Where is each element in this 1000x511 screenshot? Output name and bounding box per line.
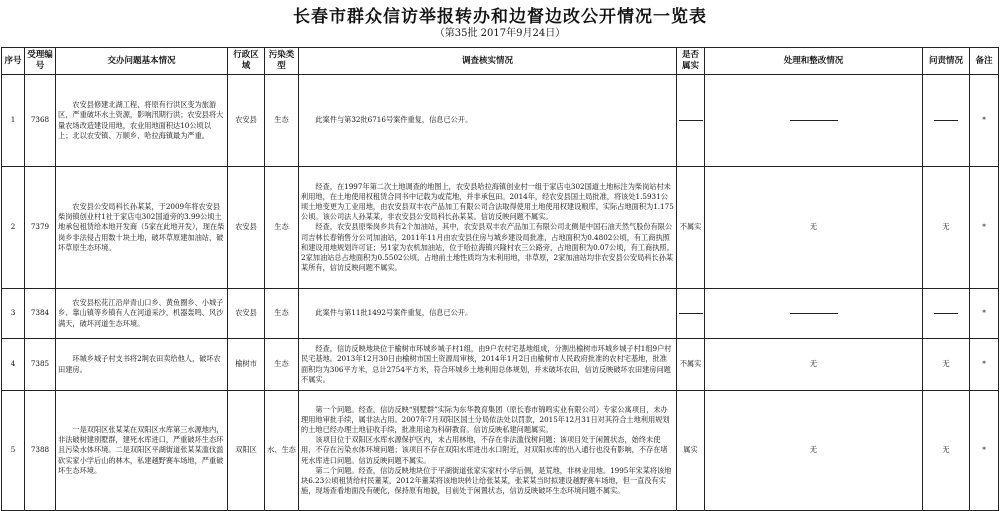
col-header-note: 备注 xyxy=(970,48,999,75)
empty-dash xyxy=(934,120,958,121)
cell-id: 7379 xyxy=(25,167,56,289)
cell-problem xyxy=(56,167,228,289)
table-row xyxy=(2,391,999,511)
cell-handling: 无 xyxy=(705,339,923,391)
problem-text: 农安县公安局科长孙某某，于2009年将农安县柴岗镇创业村1社于家店屯302国道旁的3.99公顷土地承包租赁给本地开发商（5家在此地开发），现在柴岗乡非法侵占用数十块土地，破坏草原建加油站，破坏草原生态环境。 xyxy=(58,201,225,252)
cell-note: * xyxy=(970,75,999,167)
cell-region: 榆树市 xyxy=(228,339,265,391)
empty-dash xyxy=(790,120,838,121)
page-title: 长春市群众信访举报转办和边督边改公开情况一览表 xyxy=(293,7,707,27)
cell-id: 7368 xyxy=(25,75,56,167)
cell-type: 生态 xyxy=(265,289,299,339)
cell-note: * xyxy=(970,391,999,511)
investigation-text: 第一个问题。经查，信访反映“别墅群”实际为东华教育集团（原长春市锦鸣实业有限公司）专家公寓项目，未办理用地审批手续，属非法占用。2007年7月双阳区国土分局依法处以罚款，2015年12月31日对其符合土地利用规划的土地已经办理土地征收手续，批准用途为科研教育。信访反映私建问题属实。 xyxy=(301,404,670,434)
investigation-text: 此案件与第32批6716号案件重复，信息已公开。 xyxy=(315,115,473,125)
investigation-text: 经查，信访反映地块位于榆树市环城乡城子村1组，由9户农村宅基地组成，分割出榆树市环城乡城子村1组9户村民宅基地。2013年12月30日由榆树市国土资源局审核，2014年1月2日由榆树市人民政府批准的农村宅基地，批准面积均为306平方米，总计2754平方米，符合环城乡土地利用总体规划，并未破坏农田，信访反映破坏农田建房问题不属实。 xyxy=(301,344,672,384)
cell-type: 水、生态 xyxy=(265,391,299,511)
table-row xyxy=(2,167,999,289)
page-subtitle: （第35批 2017年9月24日） xyxy=(434,28,566,39)
cell-id: 7385 xyxy=(25,339,56,391)
cell-investigation xyxy=(299,391,677,511)
empty-dash xyxy=(679,120,703,121)
investigation-text: 该项目位于双阳区水库水源保护区内，未占用林地，不存在非法滥伐树问题；该项目处于闲置状态，始终未使用，不存在污染水体环境问题；该项目不存在双阳水库进出水口附近，对双阳水库的出入通行也没有影响，不存在堵死水库进口问题。信访反映问题不属实。 xyxy=(301,435,668,465)
investigation-text: 第二个问题。经查，信访反映地块位于平湖街道张家实家村小学后侧，是荒地，非林业用地。1995年宋某将该地块6.23公顷租赁给村民董某，2012年董某将该地块转让给张某某，张某某当时拟建设越野赛车场地，但一直没有实施，现场查看地面没有硬化，保持原有地貌，目前处于闲置状态，信访反映破坏生态环境问题不属实。 xyxy=(301,465,672,496)
petition-table xyxy=(1,47,999,511)
col-header-type: 污染类型 xyxy=(265,48,299,75)
cell-seq: 3 xyxy=(2,289,25,339)
investigation-text: 此案件与第11批1492号案件重复，信息已公开。 xyxy=(315,308,473,318)
cell-handling: 无 xyxy=(705,391,923,511)
cell-id: 7384 xyxy=(25,289,56,339)
cell-accountability: 无 xyxy=(923,391,970,511)
cell-handling xyxy=(705,75,923,167)
empty-dash xyxy=(934,313,958,314)
col-header-handling: 处理和整改情况 xyxy=(705,48,923,75)
table-header-row xyxy=(2,48,999,75)
cell-type: 生态 xyxy=(265,167,299,289)
cell-problem xyxy=(56,391,228,511)
cell-verified: 不属实 xyxy=(677,167,705,289)
col-header-problem: 交办问题基本情况 xyxy=(56,48,228,75)
cell-region: 农安县 xyxy=(228,289,265,339)
problem-text: 农安县修建北湖工程，将原有行洪区变为旅游区，严重破坏水土资源，影响汛期行洪；农安县将大量农场改造建设用地，农业用地面积达10公顷以上；北以农安镇、万顺乡、哈拉海镇最为严重。 xyxy=(58,100,224,140)
cell-region: 双阳区 xyxy=(228,391,265,511)
cell-note: * xyxy=(970,167,999,289)
cell-seq: 2 xyxy=(2,167,25,289)
cell-accountability xyxy=(923,75,970,167)
col-header-verified: 是否属实 xyxy=(677,48,705,75)
investigation-text: 经查，在1997年第二次土地调查的地图上，农安县哈拉海镇创业村一组于家店屯302国道土地标注为柴岗站村未利用地，在土地使用权租赁合同书中记载为或荒地，并非承包田。2014年，经农安县国土局批准，将该处1.5931公顷土地变更为工业用地，由农安县双丰农产品加工有限公司合法取得使用土地使用权建设粮库，实际占地面积为1.175公顷。该公司法人孙某某，非农安县公安局科长孙某某。信访反映问题不属实。 xyxy=(301,181,674,222)
cell-region: 农安县 xyxy=(228,167,265,289)
empty-dash xyxy=(790,313,838,314)
cell-seq: 5 xyxy=(2,391,25,511)
cell-accountability: 无 xyxy=(923,339,970,391)
col-header-id: 受理编号 xyxy=(25,48,56,75)
col-header-seq: 序号 xyxy=(2,48,25,75)
cell-type: 生态 xyxy=(265,75,299,167)
cell-seq: 1 xyxy=(2,75,25,167)
cell-problem xyxy=(56,75,228,167)
cell-investigation xyxy=(299,339,677,391)
col-header-accountability: 问责情况 xyxy=(923,48,970,75)
table-row xyxy=(2,339,999,391)
cell-id: 7388 xyxy=(25,391,56,511)
problem-text: 环城乡城子村支书将2坰农田卖给他人，破坏农田建房。 xyxy=(58,354,221,374)
cell-handling xyxy=(705,289,923,339)
cell-investigation xyxy=(299,167,677,289)
cell-investigation xyxy=(299,75,677,167)
cell-verified: 不属实 xyxy=(677,339,705,391)
cell-verified xyxy=(677,75,705,167)
empty-dash xyxy=(679,313,703,314)
col-header-region: 行政区域 xyxy=(228,48,265,75)
cell-note: * xyxy=(970,289,999,339)
cell-problem xyxy=(56,289,228,339)
cell-accountability xyxy=(923,289,970,339)
cell-handling: 无 xyxy=(705,167,923,289)
table-row xyxy=(2,289,999,339)
cell-verified xyxy=(677,289,705,339)
cell-verified: 属实 xyxy=(677,391,705,511)
investigation-text: 经查，农安县原柴岗乡共有2个加油站，其中，农安县双丰农产品加工有限公司北侧是中国石油天然气股份有限公司吉林长春销售分公司加油站，2011年11月由农安县住房与城乡建设局批准，占地面积为0.4802公顷，有工商执照和建设用地规划许可证；另1家为农机加油站，位于哈拉海镇兴隆村农三公路旁，占地面积为0.07公顷，有工商执照。2家加油站总占地面积为0.5502公顷，占地前土地性质均为未利用地，非草原，2家加油站均非农安县公安局科长孙某某所有，信访反映问题不属实。 xyxy=(301,222,674,273)
cell-problem xyxy=(56,339,228,391)
cell-accountability: 无 xyxy=(923,167,970,289)
cell-type: 生态 xyxy=(265,339,299,391)
problem-text: 一是双阳区张某某在双阳区水库第三水源地内，非法破树建别墅群，建死水库进口，严重破坏生态环且污染水体环境。二是双阳区平湖街道张某某滥伐滥砍实家小学后山的林木，私建越野赛车场地，严重破坏生态环境。 xyxy=(58,424,224,475)
cell-note: * xyxy=(970,339,999,391)
col-header-investigation: 调查核实情况 xyxy=(299,48,677,75)
cell-region: 农安县 xyxy=(228,75,265,167)
cell-investigation xyxy=(299,289,677,339)
cell-seq: 4 xyxy=(2,339,25,391)
table-row xyxy=(2,75,999,167)
problem-text: 农安县松花江沿岸青山口乡、黄鱼圈乡、小城子乡、靠山镇等乡镇有人在河道采沙，机器轰鸣、风沙满天，破坏河道生态环境。 xyxy=(58,298,224,328)
